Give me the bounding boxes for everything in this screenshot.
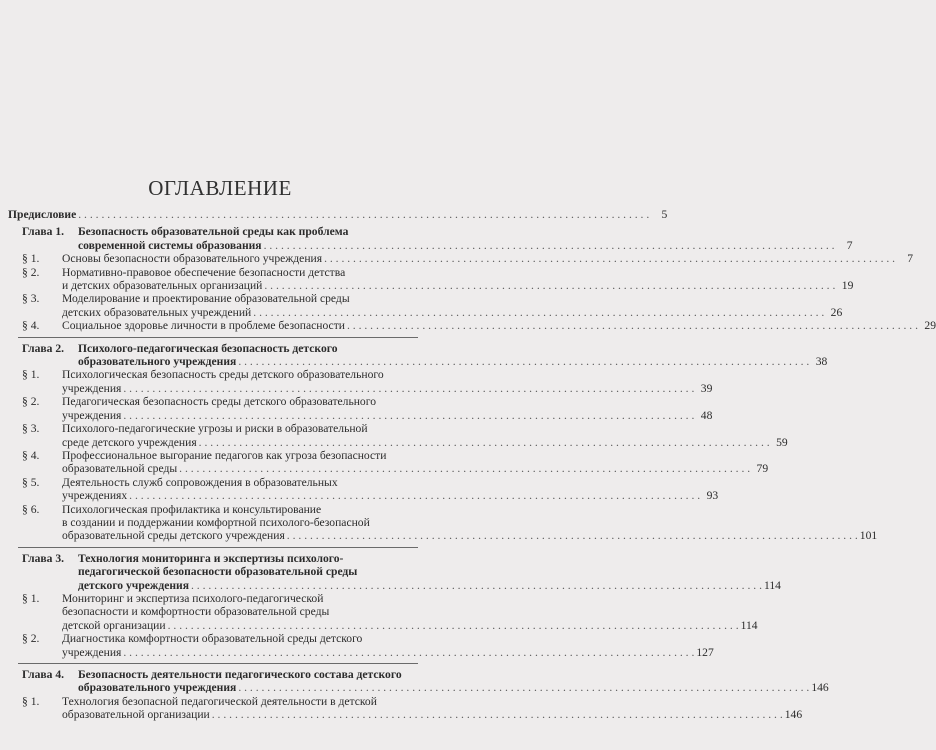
entry-last-line xyxy=(62,279,853,292)
dot-leader xyxy=(199,436,770,449)
page-number: 114 xyxy=(763,578,781,592)
chapter-number: Глава 2. xyxy=(22,341,65,355)
toc-entry-section[interactable] xyxy=(8,292,843,319)
page-number: 7 xyxy=(907,252,914,266)
entry-last-line xyxy=(78,579,781,592)
entry-line: детского учреждения xyxy=(78,578,189,592)
entry-last-line xyxy=(62,489,718,502)
entry-last-line xyxy=(62,306,842,319)
toc-entry-section[interactable] xyxy=(8,368,713,395)
entry-line: среде детского учреждения xyxy=(62,435,197,449)
section-number: § 2. xyxy=(22,395,40,409)
chapter-divider xyxy=(18,663,418,664)
entry-text xyxy=(62,503,877,543)
entry-text xyxy=(78,552,781,592)
dot-leader xyxy=(123,409,694,422)
toc-entry-section[interactable] xyxy=(8,502,878,543)
entry-last-line xyxy=(62,462,768,475)
entry-line: в создании и поддержании комфортной психолого-безопасной xyxy=(62,515,370,529)
chapter-divider xyxy=(18,547,418,548)
entry-last-line xyxy=(62,409,712,422)
dot-leader xyxy=(347,319,918,332)
dot-leader xyxy=(287,529,858,542)
chapters-list xyxy=(8,221,936,722)
section-number: § 1. xyxy=(22,368,40,382)
dot-leader xyxy=(129,489,700,502)
section-number: § 6. xyxy=(22,502,40,516)
toc-entry-section[interactable] xyxy=(8,265,854,293)
entry-text xyxy=(62,266,853,293)
page-number: 29 xyxy=(924,319,936,333)
section-number: § 5. xyxy=(22,475,40,489)
entry-line: образовательного учреждения xyxy=(78,681,237,695)
page-number: 26 xyxy=(830,305,843,319)
entry-line: образовательного учреждения xyxy=(78,355,237,369)
entry-line: учреждениях xyxy=(62,489,128,503)
dot-leader xyxy=(324,252,895,265)
entry-last-line xyxy=(62,319,936,332)
chapter-number: Глава 1. xyxy=(22,225,65,239)
entry-line: образовательной среды детского учреждения xyxy=(62,529,285,543)
entry-line: Моделирование и проектирование образовательной среды xyxy=(62,292,350,306)
entry-line: Психолого-педагогическая безопасность детского xyxy=(78,341,338,355)
entry-last-line xyxy=(62,646,714,659)
section-number: § 1. xyxy=(22,252,40,266)
entry-text xyxy=(62,252,913,265)
dot-leader xyxy=(179,462,750,475)
dot-leader xyxy=(168,619,739,632)
dot-leader xyxy=(212,708,783,721)
chapter-divider xyxy=(18,337,418,338)
entry-line: Технология безопасной педагогической деятельности в детской xyxy=(62,694,377,708)
entry-line: учреждения xyxy=(62,645,122,659)
section-number: § 3. xyxy=(22,422,40,436)
page-number: 93 xyxy=(706,489,719,503)
toc-entry-section[interactable] xyxy=(8,591,758,632)
entry-line: Деятельность служб сопровождения в образовательных xyxy=(62,475,338,489)
entry-last-line xyxy=(78,681,829,694)
entry-text xyxy=(78,342,827,369)
entry-text xyxy=(62,449,768,476)
entry-line: Психологическая безопасность среды детского образовательного xyxy=(62,368,384,382)
page-number: 127 xyxy=(696,645,714,659)
table-of-contents xyxy=(8,208,936,722)
section-number: § 4. xyxy=(22,448,40,462)
entry-text xyxy=(62,395,712,422)
dot-leader xyxy=(253,306,824,319)
page-number: 146 xyxy=(811,681,829,695)
entry-text xyxy=(62,632,714,659)
entry-last-line xyxy=(62,708,802,721)
entry-line: и детских образовательных организаций xyxy=(62,279,263,293)
toc-entry-chapter[interactable] xyxy=(8,341,828,369)
section-number: § 1. xyxy=(22,591,40,605)
entry-line: Мониторинг и экспертиза психолого-педагогической xyxy=(62,591,324,605)
entry-line: Основы безопасности образовательного учреждения xyxy=(62,252,323,266)
page-number: 7 xyxy=(846,238,853,252)
entry-line: Безопасность деятельности педагогического состава детского xyxy=(78,668,402,681)
toc-entry-preface[interactable] xyxy=(8,208,668,221)
entry-text xyxy=(78,225,853,252)
entry-line: безопасности и комфортности образовательной среды xyxy=(62,605,330,619)
toc-entry-section[interactable] xyxy=(8,422,788,449)
entry-last-line xyxy=(62,619,758,632)
entry-line: Диагностика комфортности образовательной среды детского xyxy=(62,632,363,646)
entry-line: Нормативно-правовое обеспечение безопасности детства xyxy=(62,265,346,279)
entry-line: Педагогическая безопасность среды детского образовательного xyxy=(62,395,376,409)
entry-line: Психолого-педагогические угрозы и риски в образовательной xyxy=(62,422,368,436)
entry-line: педагогической безопасности образовательной среды xyxy=(78,565,358,579)
entry-label: Предисловие xyxy=(8,208,77,221)
entry-text xyxy=(62,422,788,449)
toc-entry-chapter[interactable] xyxy=(8,668,829,695)
page-title: ОГЛАВЛЕНИЕ xyxy=(148,176,292,200)
entry-text xyxy=(62,476,718,503)
page-number: 114 xyxy=(740,618,758,632)
entry-line: учреждения xyxy=(62,408,122,422)
toc-entry-chapter[interactable] xyxy=(8,551,781,592)
chapter-number: Глава 4. xyxy=(22,668,65,681)
entry-line: учреждения xyxy=(62,381,122,395)
page-number: 101 xyxy=(859,529,878,543)
dot-leader xyxy=(264,279,835,292)
dot-leader xyxy=(123,646,694,659)
toc-entry-section[interactable] xyxy=(8,395,713,422)
entry-last-line xyxy=(78,355,827,368)
entry-line: детских образовательных учреждений xyxy=(62,305,252,319)
toc-entry-section[interactable] xyxy=(8,694,803,722)
page-number: 59 xyxy=(776,435,788,449)
entry-last-line xyxy=(62,436,788,449)
dot-leader xyxy=(191,579,762,592)
entry-text xyxy=(62,319,936,332)
page-number: 48 xyxy=(700,408,713,422)
entry-line: современной системы образования xyxy=(78,238,262,252)
entry-text xyxy=(62,292,842,319)
entry-line: Технология мониторинга и экспертизы психолого- xyxy=(78,551,344,565)
page-number: 79 xyxy=(756,462,769,476)
entry-line: образовательной организации xyxy=(62,708,210,722)
dot-leader xyxy=(264,239,835,252)
entry-last-line xyxy=(62,529,877,542)
entry-line: детской организации xyxy=(62,618,166,632)
entry-text xyxy=(62,592,758,632)
toc-entry-section[interactable] xyxy=(8,448,769,476)
entry-text xyxy=(62,695,802,722)
page-number: 38 xyxy=(815,355,828,369)
section-number: § 3. xyxy=(22,292,40,306)
dot-leader xyxy=(78,208,649,221)
entry-line: Социальное здоровье личности в проблеме безопасности xyxy=(62,319,345,333)
entry-line: Профессиональное выгорание педагогов как угроза безопасности xyxy=(62,448,387,462)
page-number: 5 xyxy=(661,208,668,221)
entry-line: образовательной среды xyxy=(62,462,178,476)
dot-leader xyxy=(238,681,809,694)
dot-leader xyxy=(123,382,694,395)
page-number: 19 xyxy=(841,279,854,293)
section-number: § 1. xyxy=(22,694,40,708)
toc-entry-section[interactable] xyxy=(8,319,936,333)
chapter-number: Глава 3. xyxy=(22,551,65,565)
toc-entry-chapter[interactable] xyxy=(8,225,853,252)
entry-line: Безопасность образовательной среды как проблема xyxy=(78,225,349,239)
toc-entry-section[interactable] xyxy=(8,475,719,503)
entry-last-line xyxy=(78,239,853,252)
toc-entry-section[interactable] xyxy=(8,632,714,659)
entry-line: Психологическая профилактика и консультирование xyxy=(62,502,322,516)
toc-entry-section[interactable] xyxy=(8,252,914,266)
entry-text xyxy=(78,668,829,695)
entry-last-line xyxy=(62,382,712,395)
section-number: § 4. xyxy=(22,319,40,333)
entry-last-line xyxy=(62,252,913,265)
page-number: 39 xyxy=(700,381,713,395)
entry-text xyxy=(62,368,712,395)
section-number: § 2. xyxy=(22,265,40,279)
dot-leader xyxy=(238,355,809,368)
section-number: § 2. xyxy=(22,632,40,646)
page-number: 146 xyxy=(784,708,803,722)
